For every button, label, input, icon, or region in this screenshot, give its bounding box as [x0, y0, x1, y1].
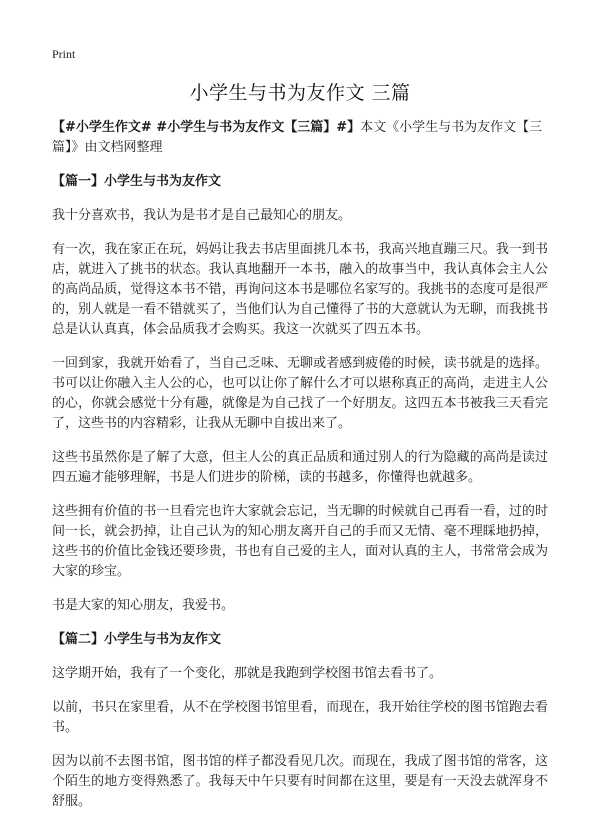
paragraph: 以前，书只在家里看，从不在学校图书馆里看，而现在，我开始往学校的图书馆跑去看书。 [52, 700, 548, 735]
paragraph: 一回到家，我就开始看了，当自己乏味、无聊或者感到疲倦的时候，读书就是的选择。书可以让你融入主人公的心，也可以让你了解什么才可以堪称真正的高尚，走进主人公的心，你就会感觉十分有趣，就像是为自己找了一个好朋友。这四五本书被我三天看完了，这些书的内容精彩，让我从无聊中自拔出来了。 [52, 356, 548, 431]
paragraph: 因为以前不去图书馆，图书馆的样子都没看见几次。而现在，我成了图书馆的常客，这个陌生的地方变得熟悉了。我每天中午只要有时间都在这里，要是有一天没去就浑身不舒服。 [52, 754, 548, 809]
paragraph: 这学期开始，我有了一个变化，那就是我跑到学校图书馆去看书了。 [52, 666, 443, 681]
section-heading-1: 【篇一】小学生与书为友作文 [52, 174, 222, 189]
paragraph: 我十分喜欢书，我认为是书才是自己最知心的朋友。 [52, 208, 352, 223]
intro-paragraph [52, 118, 548, 158]
paragraph: 书是大家的知心朋友，我爱书。 [52, 598, 235, 613]
paragraph: 这些书虽然你是了解了大意，但主人公的真正品质和通过别人的行为隐藏的高尚是读过四五遍才能够理解，书是人们进步的阶梯，读的书越多，你懂得也就越多。 [52, 450, 548, 485]
paragraph: 这些拥有价值的书一旦看完也许大家就会忘记，当无聊的时候就自己再看一看，过的时间一长，就会扔掉，让自己认为的知心朋友离开自己的手而又无情、毫不理睬地扔掉，这些书的价值比金钱还要珍贵，书也有自己爱的主人，面对认真的主人，书常常会成为大家的珍宝。 [52, 504, 548, 579]
paragraph: 有一次，我在家正在玩，妈妈让我去书店里面挑几本书，我高兴地直蹦三尺。我一到书店，就进入了挑书的状态。我认真地翻开一本书，融入的故事当中，我认真体会主人公的高尚品质，觉得这本书不错，再询问这本书是哪位名家写的。我挑书的态度可是很严的，别人就是一看不错就买了，当他们认为自己懂得了书的大意就认为无聊，而我挑书总是认认真真，体会品质我才会购买。我这一次就买了四五本书。 [52, 242, 548, 337]
intro-tags: 【#小学生作文# #小学生与书为友作文【三篇】#】 [52, 120, 361, 135]
print-label[interactable]: Print [52, 47, 76, 61]
document-title: 小学生与书为友作文 三篇 [189, 82, 411, 104]
document-body [52, 118, 548, 826]
intro-source: 本文《小学生与书为友作文【三篇】》由文档网整理 [52, 120, 543, 155]
section-heading-2: 【篇二】小学生与书为友作文 [52, 632, 222, 647]
